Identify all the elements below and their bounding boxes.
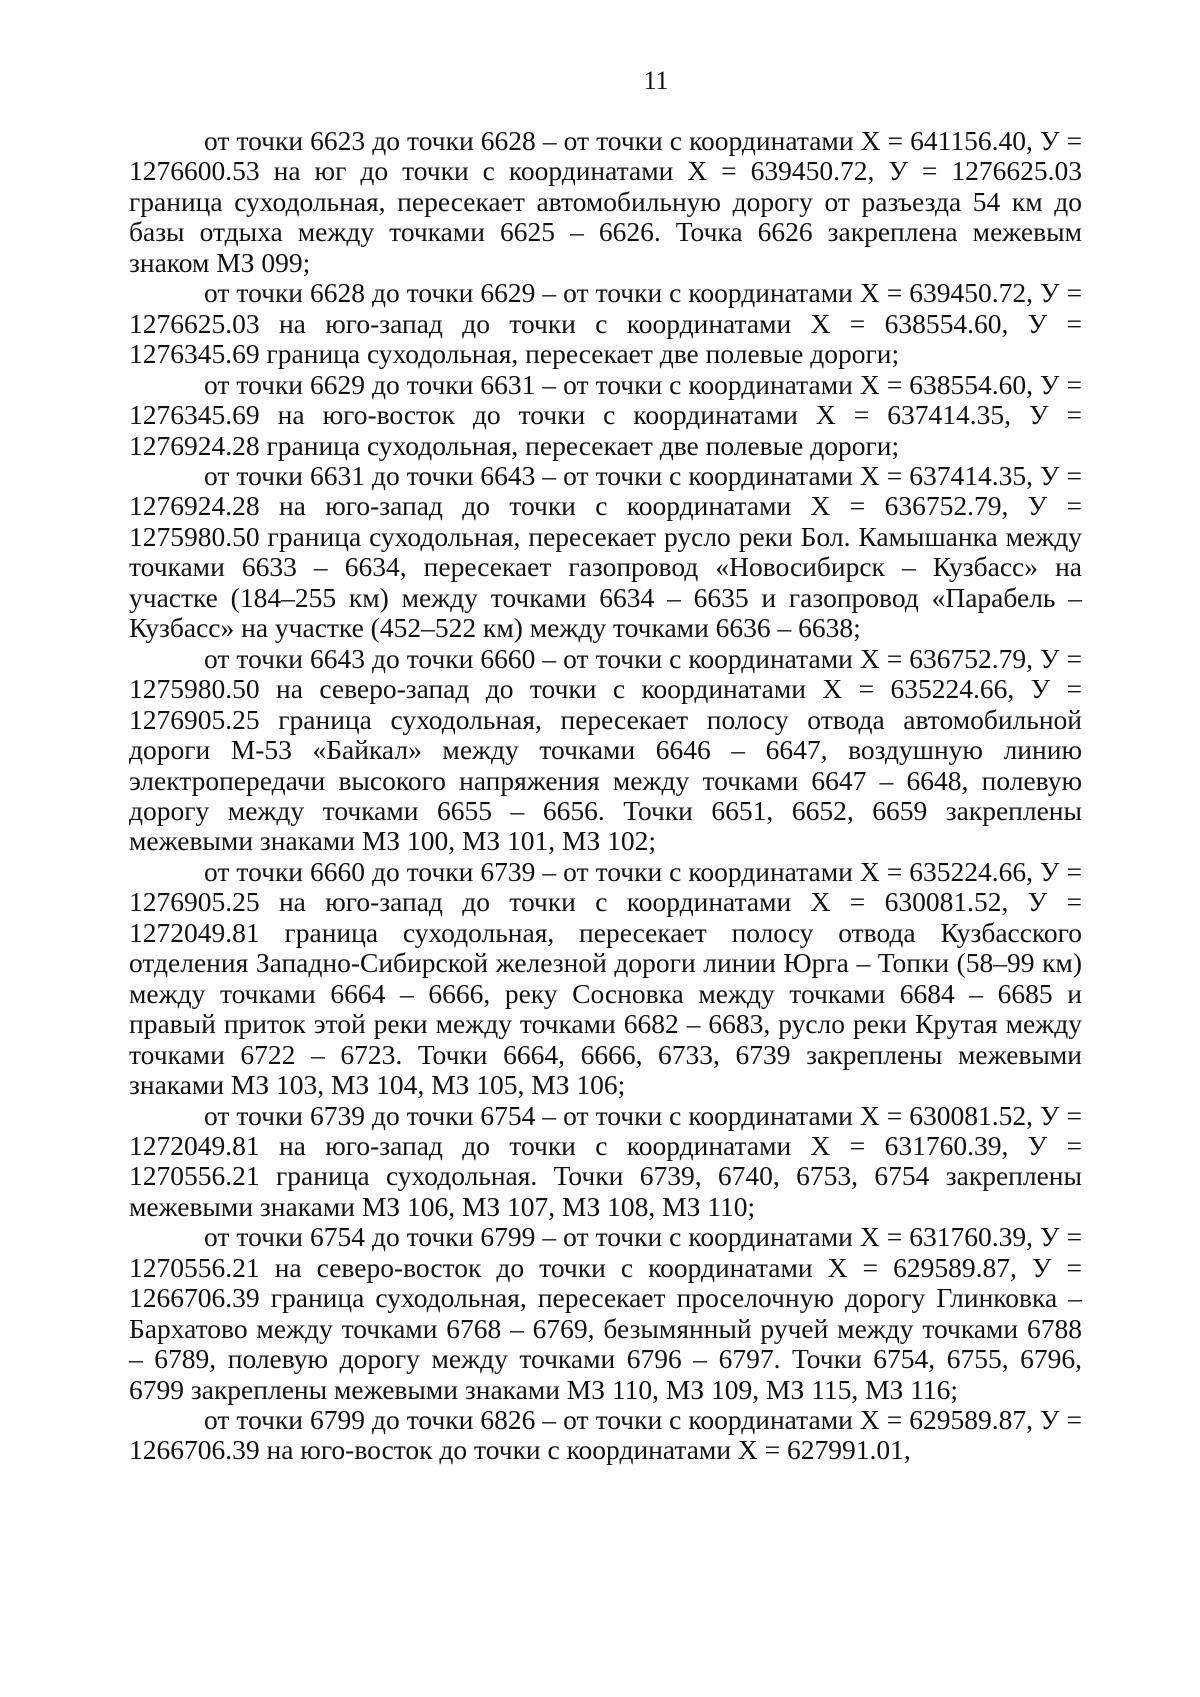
paragraph-6623-6628: от точки 6623 до точки 6628 – от точки с координатами Х = 641156.40, У = 1276600.53 на юг до точки с координатами Х = 639450.72, У = 1276625.03 граница суходольная, пересекает автомобильную дорогу от разъезда 54 км до базы отдыха между точками 6625 – 6626. Точка 6626 закреплена межевым знаком МЗ 099; [129, 125, 1082, 278]
paragraph-6643-6660: от точки 6643 до точки 6660 – от точки с координатами Х = 636752.79, У = 1275980.50 на северо-запад до точки с координатами Х = 635224.66, У = 1276905.25 граница суходольная, пересекает полосу отвода автомобильной дороги М-53 «Байкал» между точками 6646 – 6647, воздушную линию электропередачи высокого напряжения между точками 6647 – 6648, полевую дорогу между точками 6655 – 6656. Точки 6651, 6652, 6659 закреплены межевыми знаками МЗ 100, МЗ 101, МЗ 102; [129, 642, 1082, 857]
paragraph-6754-6799: от точки 6754 до точки 6799 – от точки с координатами Х = 631760.39, У = 1270556.21 на северо-восток до точки с координатами Х = 629589.87, У = 1266706.39 граница суходольная, пересекает проселочную дорогу Глинковка – Бархатово между точками 6768 – 6769, безымянный ручей между точками 6788 – 6789, полевую дорогу между точками 6796 – 6797. Точки 6754, 6755, 6796, 6799 закреплены межевыми знаками МЗ 110, МЗ 109, МЗ 115, МЗ 116; [129, 1221, 1082, 1405]
paragraph-6660-6739: от точки 6660 до точки 6739 – от точки с координатами Х = 635224.66, У = 1276905.25 на юго-запад до точки с координатами Х = 630081.52, У = 1272049.81 граница суходольная, пересекает полосу отвода Кузбасского отделения Западно-Сибирской железной дороги линии Юрга – Топки (58–99 км) между точками 6664 – 6666, реку Сосновка между точками 6684 – 6685 и правый приток этой реки между точками 6682 – 6683, русло реки Крутая между точками 6722 – 6723. Точки 6664, 6666, 6733, 6739 закреплены межевыми знаками МЗ 103, МЗ 104, МЗ 105, МЗ 106; [129, 855, 1082, 1101]
paragraph-6739-6754: от точки 6739 до точки 6754 – от точки с координатами Х = 630081.52, У = 1272049.81 на юго-запад до точки с координатами Х = 631760.39, У = 1270556.21 граница суходольная. Точки 6739, 6740, 6753, 6754 закреплены межевыми знаками МЗ 106, МЗ 107, МЗ 108, МЗ 110; [129, 1099, 1082, 1222]
paragraph-6799-6826: от точки 6799 до точки 6826 – от точки с координатами Х = 629589.87, У = 1266706.39 на юго-восток до точки с координатами Х = 627991.01, [129, 1404, 1082, 1466]
paragraph-6628-6629: от точки 6628 до точки 6629 – от точки с координатами Х = 639450.72, У = 1276625.03 на юго-запад до точки с координатами Х = 638554.60, У = 1276345.69 граница суходольная, пересекает две полевые дороги; [129, 277, 1082, 370]
document-body [129, 126, 1082, 1466]
paragraph-6629-6631: от точки 6629 до точки 6631 – от точки с координатами Х = 638554.60, У = 1276345.69 на юго-восток до точки с координатами Х = 637414.35, У = 1276924.28 граница суходольная, пересекает две полевые дороги; [129, 368, 1082, 461]
page-number: 11 [643, 66, 669, 95]
paragraph-6631-6643: от точки 6631 до точки 6643 – от точки с координатами Х = 637414.35, У = 1276924.28 на юго-запад до точки с координатами Х = 636752.79, У = 1275980.50 граница суходольная, пересекает русло реки Бол. Камышанка между точками 6633 – 6634, пересекает газопровод «Новосибирск – Кузбасс» на участке (184–255 км) между точками 6634 – 6635 и газопровод «Парабель – Кузбасс» на участке (452–522 км) между точками 6636 – 6638; [129, 459, 1082, 644]
